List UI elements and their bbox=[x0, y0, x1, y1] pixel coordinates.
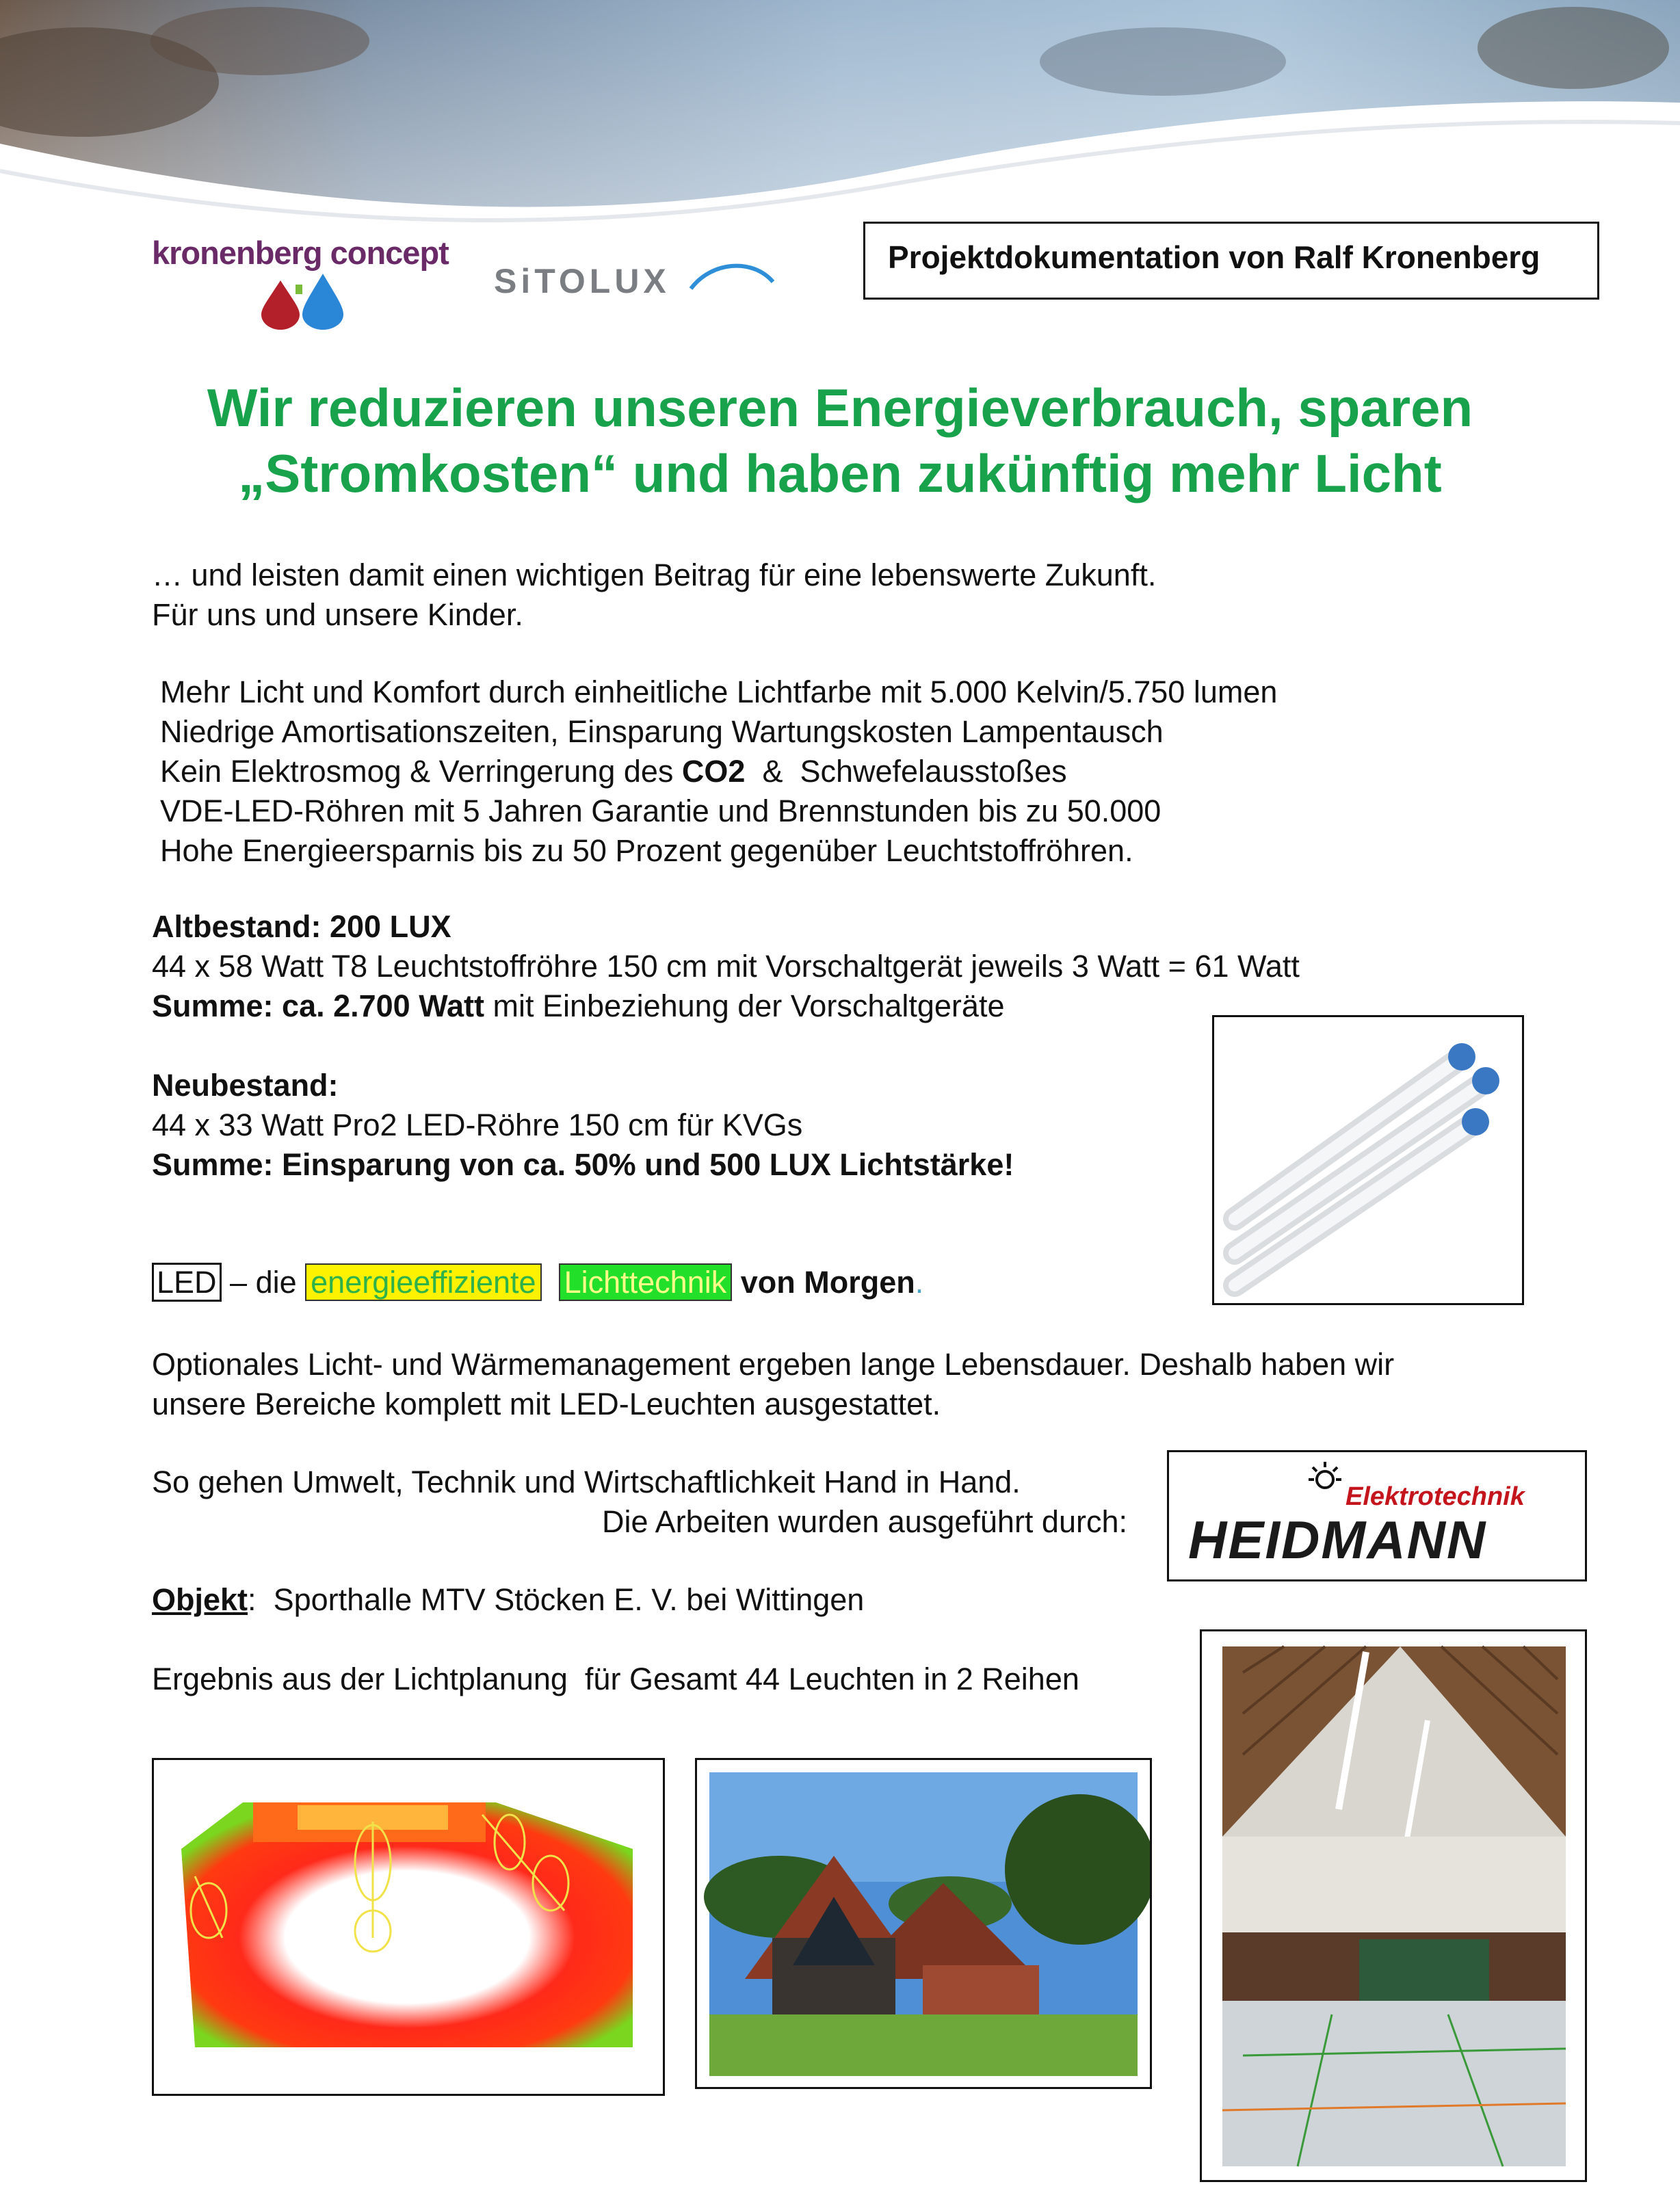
benefit-4: VDE-LED-Röhren mit 5 Jahren Garantie und Brennstunden bis zu 50.000 bbox=[160, 793, 1161, 828]
objekt-line: Objekt: Sporthalle MTV Stöcken E. V. bei Wittingen bbox=[152, 1582, 865, 1617]
ergebnis-line: Ergebnis aus der Lichtplanung für Gesamt 44 Leuchten in 2 Reihen bbox=[152, 1662, 1079, 1696]
headline-line-1: Wir reduzieren unseren Energieverbrauch, sparen bbox=[207, 378, 1473, 438]
led-tubes-image bbox=[1212, 1015, 1524, 1305]
sitolux-swoosh-icon bbox=[684, 254, 780, 296]
intro-line-2: Für uns und unsere Kinder. bbox=[152, 597, 523, 632]
light-heatmap-illustration bbox=[154, 1760, 663, 2094]
neubestand-line: 44 x 33 Watt Pro2 LED-Röhre 150 cm für KVGs bbox=[152, 1107, 803, 1142]
benefit-5: Hohe Energieersparnis bis zu 50 Prozent gegenüber Leuchtstoffröhren. bbox=[160, 833, 1133, 868]
sitolux-logo: SiTOLUX bbox=[494, 262, 670, 300]
benefit-2: Niedrige Amortisationszeiten, Einsparung Wartungskosten Lampentausch bbox=[160, 714, 1164, 749]
highlight-lichttechnik: Lichttechnik bbox=[559, 1263, 733, 1301]
altbestand-line: 44 x 58 Watt T8 Leuchtstoffröhre 150 cm mit Vorschaltgerät jeweils 3 Watt = 61 Watt bbox=[152, 949, 1300, 984]
water-drops-icon bbox=[254, 272, 350, 330]
led-tubes-illustration bbox=[1214, 1017, 1522, 1303]
altbestand-title: Altbestand: 200 LUX bbox=[152, 909, 451, 944]
benefit-3: Kein Elektrosmog & Verringerung des CO2 & Schwefelausstoßes bbox=[160, 754, 1067, 789]
led-label: LED bbox=[152, 1263, 222, 1302]
benefits-list bbox=[160, 672, 1277, 871]
building-illustration bbox=[697, 1760, 1150, 2087]
led-slogan: LED – die energieeffiziente Lichttechnik von Morgen. bbox=[152, 1263, 923, 1302]
neubestand-sum: Summe: Einsparung von ca. 50% und 500 LUX Lichtstärke! bbox=[152, 1147, 1014, 1182]
sporthalle-exterior-image bbox=[695, 1758, 1152, 2089]
benefit-1: Mehr Licht und Komfort durch einheitliche Lichtfarbe mit 5.000 Kelvin/5.750 lumen bbox=[160, 674, 1278, 709]
light-planning-image bbox=[152, 1758, 665, 2096]
lightbulb-icon bbox=[1304, 1459, 1346, 1500]
intro-line-1: … und leisten damit einen wichtigen Beitrag für eine lebenswerte Zukunft. bbox=[152, 557, 1157, 592]
hand-in-hand-paragraph: So gehen Umwelt, Technik und Wirtschaftlichkeit Hand in Hand. Die Arbeiten wurden ausgeführt durch: bbox=[152, 1465, 1127, 1539]
headline bbox=[103, 375, 1577, 506]
kronenberg-concept-logo: kronenberg concept bbox=[152, 235, 449, 271]
objekt-label: Objekt bbox=[152, 1582, 248, 1617]
altbestand-section bbox=[152, 907, 1300, 1026]
intro-paragraph bbox=[152, 555, 1156, 635]
sporthalle-interior-image bbox=[1200, 1629, 1587, 2182]
optional-paragraph: Optionales Licht- und Wärmemanagement ergeben lange Lebensdauer. Deshalb haben wir unsere Bereiche komplett mit LED-Leuchten ausgestattet. bbox=[152, 1347, 1395, 1421]
neubestand-section bbox=[152, 1066, 1014, 1185]
highlight-energieeffiziente: energieeffiziente bbox=[305, 1263, 541, 1301]
headline-line-2: „Stromkosten“ und haben zukünftig mehr Licht bbox=[238, 443, 1442, 503]
header-water-banner bbox=[0, 0, 1680, 233]
heidmann-logo: Elektrotechnik HEIDMANN bbox=[1167, 1450, 1587, 1581]
altbestand-sum: Summe: ca. 2.700 Watt mit Einbeziehung der Vorschaltgeräte bbox=[152, 988, 1005, 1023]
project-documentation-box: Projektdokumentation von Ralf Kronenberg bbox=[863, 222, 1599, 300]
neubestand-title: Neubestand: bbox=[152, 1068, 339, 1103]
hall-interior-illustration bbox=[1202, 1631, 1585, 2180]
